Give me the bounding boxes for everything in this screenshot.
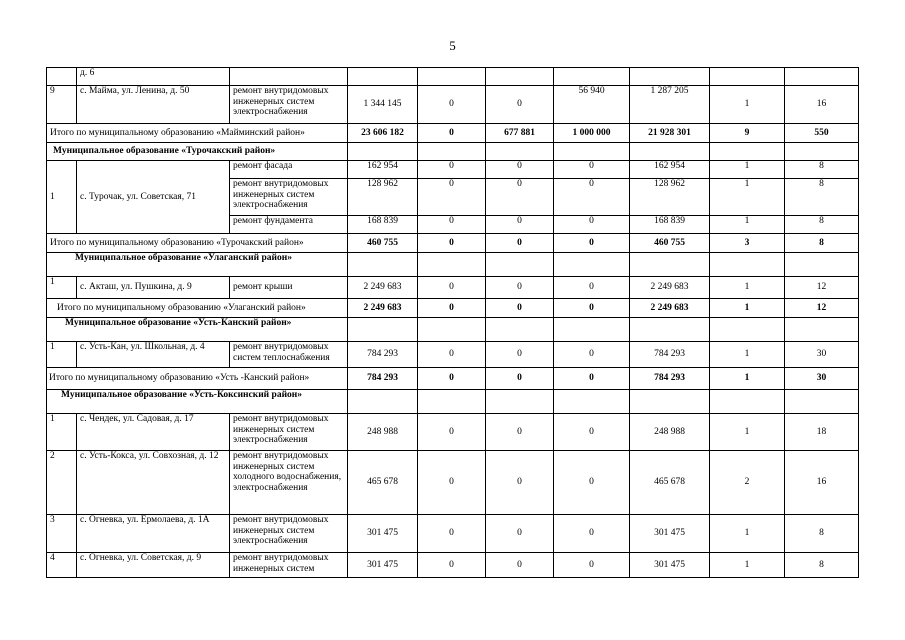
address-cell: с. Майма, ул. Ленина, д. 50 [77,86,230,124]
value-cell: 0 [418,86,486,124]
value-cell: 784 293 [630,368,710,390]
section-header-row [47,253,859,277]
value-cell: 0 [554,414,630,451]
value-cell: 0 [486,234,554,253]
table-row [47,277,859,299]
value-cell: 30 [785,342,859,368]
section-header: Муниципальное образование «Усть-Коксинский район» [47,390,348,414]
value-cell: 16 [785,86,859,124]
work-cell: ремонт внутридомовых инженерных систем электроснабжения [230,414,348,451]
value-cell: 784 293 [348,368,418,390]
value-cell: 0 [486,414,554,451]
value-cell: 301 475 [630,553,710,578]
repair-program-table [46,67,859,578]
value-cell: 0 [554,299,630,318]
value-cell: 0 [554,342,630,368]
value-cell: 0 [554,179,630,216]
total-label: Итого по муниципальному образованию «Усть -Канский район» [47,368,348,390]
table-row [47,515,859,553]
table-row [47,68,859,86]
value-cell: 0 [418,299,486,318]
table-row [47,86,859,124]
address-cell: с. Огневка, ул. Советская, д. 9 [77,553,230,578]
address-cell: с. Огневка, ул. Ермолаева, д. 1А [77,515,230,553]
value-cell: 0 [486,515,554,553]
value-cell: 550 [785,124,859,143]
section-header: Муниципальное образование «Турочакский район» [47,143,348,161]
value-cell: 0 [418,124,486,143]
row-number: 3 [47,515,77,553]
value-cell: 23 606 182 [348,124,418,143]
row-number: 2 [47,451,77,515]
value-cell: 2 249 683 [348,299,418,318]
section-header: Муниципальное образование «Улаганский район» [47,253,348,277]
value-cell: 0 [554,515,630,553]
value-cell: 1 [710,553,785,578]
value-cell: 0 [554,553,630,578]
work-cell: ремонт фасада [230,161,348,179]
section-header-row [47,390,859,414]
work-cell: ремонт внутридомовых инженерных систем [230,553,348,578]
section-header-row [47,318,859,342]
page-number: 5 [449,38,456,53]
address-cell: с. Акташ, ул. Пушкина, д. 9 [77,277,230,299]
value-cell: 1 [710,414,785,451]
value-cell: 21 928 301 [630,124,710,143]
address-cell: с. Усть-Кокса, ул. Совхозная, д. 12 [77,451,230,515]
value-cell: 1 [710,86,785,124]
value-cell: 0 [486,277,554,299]
value-cell: 0 [486,451,554,515]
value-cell: 2 249 683 [630,277,710,299]
value-cell: 1 [710,515,785,553]
row-number: 1 [47,277,77,299]
value-cell: 0 [486,553,554,578]
address-cell: с. Турочак, ул. Советская, 71 [77,161,230,234]
value-cell: 0 [418,161,486,179]
value-cell: 3 [710,234,785,253]
row-number: 1 [47,342,77,368]
value-cell: 1 344 145 [348,86,418,124]
work-cell: ремонт внутридомовых систем теплоснабжения [230,342,348,368]
section-header: Муниципальное образование «Усть-Канский район» [47,318,348,342]
address-cell: с. Чендек, ул. Садовая, д. 17 [77,414,230,451]
value-cell: 30 [785,368,859,390]
value-cell: 0 [418,234,486,253]
value-cell: 0 [554,234,630,253]
value-cell: 168 839 [348,216,418,234]
value-cell: 2 249 683 [630,299,710,318]
value-cell: 1 [710,277,785,299]
value-cell: 1 [710,216,785,234]
value-cell: 8 [785,515,859,553]
value-cell: 8 [785,553,859,578]
value-cell: 0 [554,216,630,234]
value-cell: 162 954 [630,161,710,179]
value-cell: 0 [486,161,554,179]
value-cell: 0 [418,368,486,390]
value-cell: 677 881 [486,124,554,143]
total-label: Итого по муниципальному образованию «Турочакский район» [47,234,348,253]
value-cell: 0 [418,451,486,515]
value-cell: 1 [710,179,785,216]
value-cell: 0 [554,277,630,299]
value-cell: 0 [486,342,554,368]
value-cell: 0 [418,179,486,216]
value-cell: 56 940 [554,86,630,124]
work-cell: ремонт крыши [230,277,348,299]
row-number: 4 [47,553,77,578]
value-cell: 460 755 [348,234,418,253]
value-cell: 0 [554,368,630,390]
value-cell: 460 755 [630,234,710,253]
total-row [47,124,859,143]
value-cell: 301 475 [348,515,418,553]
work-cell: ремонт внутридомовых инженерных систем холодного водоснабжения, электроснабжения [230,451,348,515]
value-cell: 784 293 [348,342,418,368]
value-cell: 0 [486,216,554,234]
value-cell: 0 [486,299,554,318]
value-cell: 8 [785,161,859,179]
value-cell: 301 475 [348,553,418,578]
value-cell: 128 962 [348,179,418,216]
value-cell: 12 [785,299,859,318]
value-cell: 0 [418,216,486,234]
value-cell: 12 [785,277,859,299]
value-cell: 0 [554,161,630,179]
value-cell: 162 954 [348,161,418,179]
table-row [47,451,859,515]
value-cell: 1 [710,161,785,179]
work-cell: ремонт внутридомовых инженерных систем электроснабжения [230,179,348,216]
value-cell: 0 [486,86,554,124]
value-cell: 18 [785,414,859,451]
value-cell: 1 [710,368,785,390]
value-cell: 1 287 205 [630,86,710,124]
value-cell: 1 [710,342,785,368]
value-cell: 2 249 683 [348,277,418,299]
value-cell: 0 [418,515,486,553]
value-cell: 0 [418,553,486,578]
section-header-row [47,143,859,161]
row-number: 1 [47,414,77,451]
value-cell: 465 678 [630,451,710,515]
value-cell: 0 [554,451,630,515]
value-cell: 0 [418,414,486,451]
value-cell: 248 988 [348,414,418,451]
total-row [47,299,859,318]
value-cell: 128 962 [630,179,710,216]
value-cell: 248 988 [630,414,710,451]
total-label: Итого по муниципальному образованию «Майминский район» [47,124,348,143]
table-row [47,342,859,368]
value-cell: 2 [710,451,785,515]
work-cell: ремонт внутридомовых инженерных систем электроснабжения [230,515,348,553]
total-row [47,368,859,390]
table-row [47,161,859,179]
value-cell: 8 [785,234,859,253]
value-cell: 784 293 [630,342,710,368]
value-cell: 465 678 [348,451,418,515]
value-cell: 168 839 [630,216,710,234]
table-row [47,414,859,451]
value-cell: 301 475 [630,515,710,553]
value-cell: 0 [418,342,486,368]
row-number: 1 [47,161,77,234]
total-label: Итого по муниципальному образованию «Улаганский район» [47,299,348,318]
total-row [47,234,859,253]
value-cell: 8 [785,179,859,216]
row-number: 9 [47,86,77,124]
value-cell: 1 [710,299,785,318]
address-cell: д. 6 [77,68,230,86]
value-cell: 1 000 000 [554,124,630,143]
value-cell: 0 [418,277,486,299]
work-cell: ремонт внутридомовых инженерных систем электроснабжения [230,86,348,124]
value-cell: 16 [785,451,859,515]
value-cell: 9 [710,124,785,143]
value-cell: 0 [486,179,554,216]
value-cell: 0 [486,368,554,390]
address-cell: с. Усть-Кан, ул. Школьная, д. 4 [77,342,230,368]
value-cell: 8 [785,216,859,234]
work-cell: ремонт фундамента [230,216,348,234]
table-row [47,553,859,578]
